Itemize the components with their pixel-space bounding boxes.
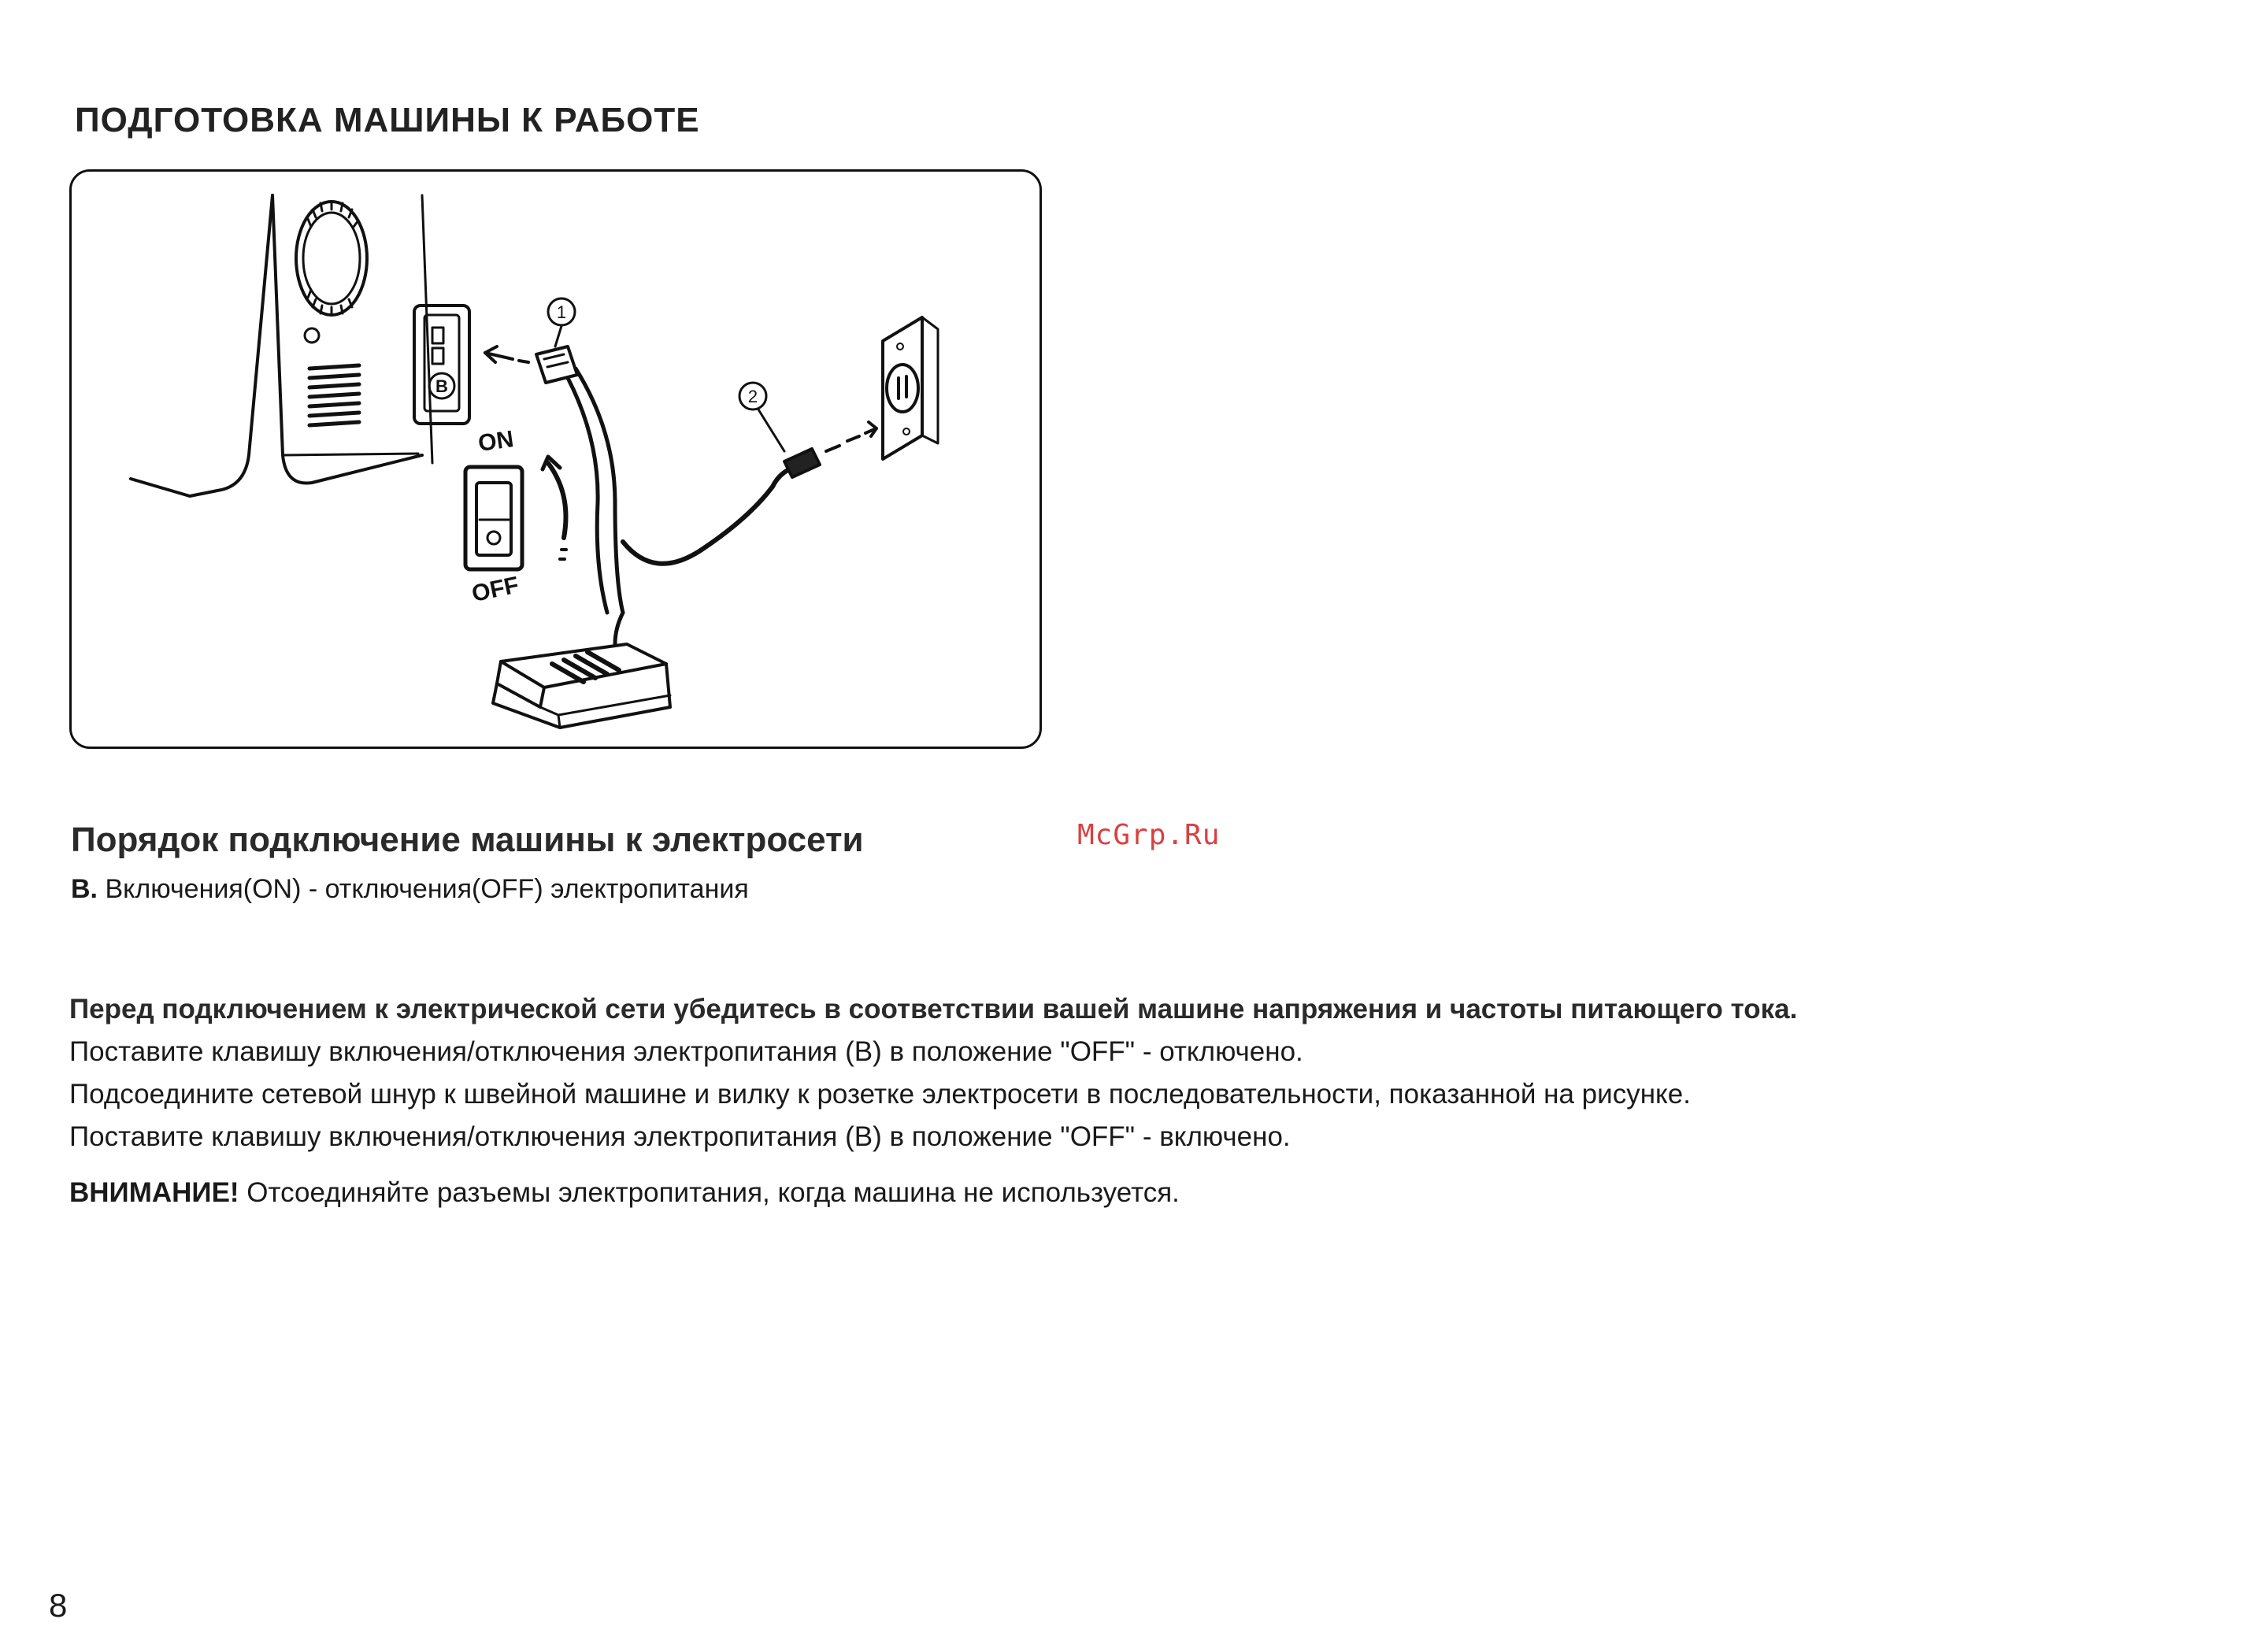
section-title: Порядок подключение машины к электросети — [71, 821, 864, 859]
instruction-line: Поставите клавишу включения/отключения электропитания (B) в положение "OFF" - включено. — [69, 1121, 1291, 1152]
switch-off-label: OFF — [469, 572, 521, 608]
warning-note — [69, 1177, 1180, 1209]
foot-pedal-illustration — [493, 613, 670, 728]
connection-diagram — [69, 169, 1042, 749]
connection-diagram-svg — [72, 172, 1042, 749]
power-switch-illustration — [465, 457, 566, 569]
watermark: McGrp.Ru — [1077, 819, 1221, 851]
callout-2-label: 2 — [747, 387, 758, 406]
switch-letter-label: B — [435, 376, 448, 396]
wall-plug — [784, 449, 820, 477]
instruction-line: Поставите клавишу включения/отключения электропитания (B) в положение "OFF" - отключено. — [69, 1036, 1303, 1067]
warning-label: ВНИМАНИЕ! — [69, 1177, 239, 1208]
subtitle-text: Включения(ON) - отключения(OFF) электропитания — [98, 874, 749, 904]
switch-on-label: ON — [476, 426, 516, 458]
section-subtitle — [71, 874, 749, 905]
page-number: 8 — [49, 1587, 68, 1624]
sewing-machine-illustration — [131, 195, 469, 496]
instructions-block — [69, 988, 2243, 1158]
wall-outlet — [883, 317, 938, 459]
subtitle-label: B. — [71, 874, 98, 904]
instruction-line: Перед подключением к электрической сети убедитесь в соответствии вашей машине напряжения и частоты питающего тока. — [69, 994, 1798, 1024]
instruction-line: Подсоедините сетевой шнур к швейной машине и вилку к розетке электросети в последовательности, показанной на рисунке. — [69, 1079, 1691, 1110]
page-title: ПОДГОТОВКА МАШИНЫ К РАБОТЕ — [75, 101, 700, 139]
callout-1-label: 1 — [556, 302, 567, 322]
warning-text: Отсоединяйте разъемы электропитания, когда машина не используется. — [239, 1177, 1180, 1208]
